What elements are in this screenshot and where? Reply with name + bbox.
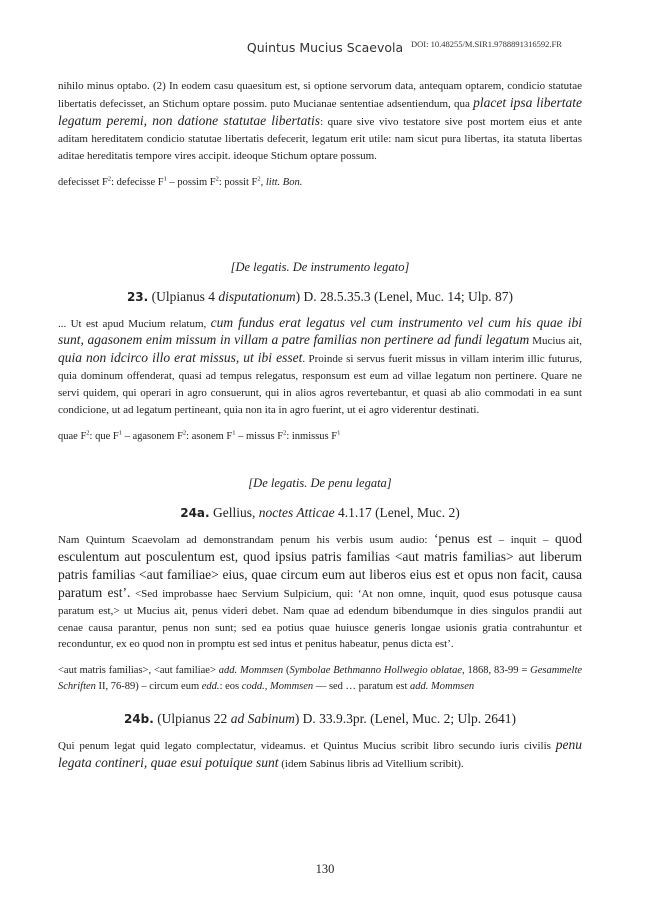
note-italic: , litt. Bon.: [260, 176, 303, 188]
apparatus-22: [58, 175, 582, 191]
running-title: Quintus Mucius Scaevola: [246, 40, 404, 55]
text: nihilo minus optabo. (2) In eodem casu quaesitum est, si optione servorum data, antequam optarem, condicio statutae libertatis defecisset, an Stichum optare possim. puto Mucianae sententiae adsentiendum, qua: [58, 80, 582, 110]
italic: ad Sabinum: [230, 711, 295, 727]
sup: 1: [337, 429, 341, 437]
text: Qui penum legat quid legato complectatur, videamus. et Quintus Mucius scribit libro secundo iuris civilis: [58, 740, 551, 753]
note-text: — sed … paratum est: [315, 681, 408, 693]
fragment-number: 23.: [126, 289, 149, 304]
sup: 1: [232, 429, 236, 437]
paragraph-fragment-22-end: [58, 78, 582, 165]
quotation: quia non idcirco illo erat missus, ut ibi esset: [58, 350, 303, 366]
note-text: , 1868, 83-99 =: [462, 665, 528, 677]
paragraph-fragment-24b: [58, 737, 582, 773]
paragraph-fragment-24a: [58, 531, 582, 653]
quotation: ‘penus est: [433, 530, 493, 546]
note-text: : asonem F: [186, 430, 233, 442]
note-text: <aut matris familias>, <aut familiae>: [58, 665, 216, 677]
note-italic: Symbolae Bethmanno Hollwegio oblatae: [289, 665, 463, 677]
quotation: quod esculentum aut posculentum est, quod ipsius patris familias <aut matris familias> aut liberum patris familias <aut familiae> eius, quae circum eum aut liberos eius est et opus non facit, causa paratum est’.: [58, 530, 583, 600]
text: ... Ut est apud Mucium relatum,: [58, 317, 207, 330]
note-text: – agasonem F: [121, 430, 183, 442]
text: ) D. 28.5.35.3 (Lenel, Muc. 14; Ulp. 87): [295, 288, 514, 304]
note-text: : defecisse F: [111, 176, 164, 188]
note-text: defecisset F: [58, 176, 108, 188]
text: Nam Quintum Scaevolam ad demonstrandam penum his verbis usum audio:: [58, 533, 428, 546]
note-text: : eos: [219, 681, 240, 693]
italic: disputationum: [218, 288, 296, 304]
page-number: 130: [315, 862, 335, 876]
text: Gellius,: [212, 504, 256, 520]
note-italic: edd.: [201, 681, 220, 693]
note-text: : inmissus F: [286, 430, 338, 442]
text: (Ulpianus 4: [151, 288, 215, 304]
sup: 1: [118, 429, 122, 437]
sup: 2: [182, 429, 187, 437]
sup: 2: [215, 175, 219, 183]
note-italic: add. Mommsen: [218, 665, 284, 677]
quotation: penu legata contineri, quae esui potuique sunt: [58, 737, 583, 771]
italic: noctes Atticae: [258, 504, 335, 520]
fragment-heading-24a: [58, 505, 582, 521]
text: <Sed improbasse haec Servium Sulpicium, qui: ‘At non omne, inquit, quod esus potusque causa paratum est,> ut Mucius ait, penus videri debet. Nam quae ad edendum bibendumque in dies singulos prandii aut cenae causa parantur, penus non sunt; sed ea potius quae huiusce generis longae usionis gratia contrahuntur et reconduntur, ex eo quod non in promptu est sed intus et penitus habeatur, penus dicta est’.: [58, 587, 582, 651]
note-italic: codd., Mommsen: [241, 681, 314, 693]
sup: 1: [163, 175, 167, 183]
text: ) D. 33.9.3pr. (Lenel, Muc. 2; Ulp. 2641): [294, 711, 517, 727]
text: – inquit –: [498, 533, 549, 546]
text: (idem Sabinus libris ad Vitellium scribit).: [281, 758, 464, 771]
quotation: cum fundus erat legatus vel cum instrumento vel cum his quae ibi sunt, agasonem enim missum in villam a patre familias non pertinere ad fundi legatum: [58, 314, 582, 348]
fragment-heading-24b: [58, 711, 582, 727]
note-italic: Gesammelte Schriften: [58, 665, 583, 693]
quotation: placet ipsa libertate legatum peremi, non datione statutae libertatis: [58, 94, 582, 128]
note-text: – possim F: [166, 176, 216, 188]
text: (Ulpianus 22: [157, 711, 228, 727]
note-italic: add. Mommsen: [410, 681, 475, 693]
note-text: : possit F: [218, 176, 258, 188]
page-body: [58, 78, 582, 773]
fragment-number: 24b.: [123, 712, 154, 727]
sup: 2: [107, 175, 112, 183]
text: . Proinde si servus fuerit missus in villam interim illic futurus, quia dominum offenderat, quasi ad tempus relegatus, responsum est eum ad villae legatum non pertinere. Quare ne servi quidem, qui operari in agro consuerunt, qui in alios agros revertebantur, et quasi ab alio commodati in ea sunt condicione, ut ad legatum pertineant, quia non ita in agro fuerint, ut ei agro viderentur destinati.: [58, 353, 582, 417]
doi: DOI: 10.48255/M.SIR1.9788891316592.FR: [411, 39, 562, 49]
note-text: II, 76-89) – circum eum: [98, 681, 200, 693]
note-text: (: [286, 665, 290, 677]
apparatus-24a: [58, 663, 582, 695]
apparatus-23: [58, 429, 582, 445]
sup: 2: [86, 429, 90, 437]
text: 4.1.17 (Lenel, Muc. 2): [337, 504, 460, 520]
paragraph-fragment-23: [58, 315, 582, 419]
text: Mucius ait,: [532, 335, 582, 348]
section-heading-penu: [De legatis. De penu legata]: [248, 475, 392, 490]
section-heading-instrumento: [De legatis. De instrumento legato]: [230, 259, 410, 274]
sup: 2: [283, 429, 287, 437]
fragment-number: 24a.: [180, 505, 210, 520]
note-text: – missus F: [235, 430, 284, 442]
fragment-heading-23: [58, 289, 582, 305]
note-text: : que F: [89, 430, 119, 442]
text: : quare sive vivo testatore sive post mortem eius et ante aditam hereditatem condicio statutae libertatis defecerit, legatum erit utile: nam sicut pura libertas, ita statuta libertas aditae hereditatis tempore vires accipit. ideoque Stichum optare possum.: [58, 115, 582, 162]
sup: 2: [257, 175, 261, 183]
note-text: quae F: [58, 430, 87, 442]
